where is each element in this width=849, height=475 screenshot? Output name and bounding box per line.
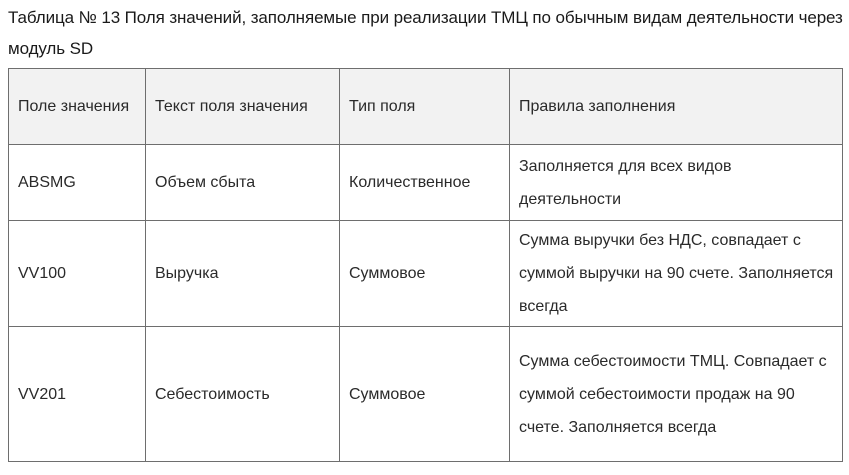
- column-header-field: Поле значения: [9, 69, 146, 145]
- table-header-row: [9, 69, 843, 145]
- cell-type: Суммовое: [340, 327, 510, 462]
- cell-field: VV201: [9, 327, 146, 462]
- cell-rule: Сумма себестоимости ТМЦ. Совпадает с суммой себестоимости продаж на 90 счете. Заполняется всегда: [510, 327, 843, 462]
- cell-text: Объем сбыта: [146, 145, 340, 221]
- table-row: [9, 221, 843, 327]
- value-fields-table: [8, 68, 843, 462]
- column-header-type: Тип поля: [340, 69, 510, 145]
- cell-text: Себестоимость: [146, 327, 340, 462]
- table-row: [9, 327, 843, 462]
- column-header-text: Текст поля значения: [146, 69, 340, 145]
- cell-text: Выручка: [146, 221, 340, 327]
- column-header-rule: Правила заполнения: [510, 69, 843, 145]
- table-caption: Таблица № 13 Поля значений, заполняемые при реализации ТМЦ по обычным видам деятельности через модуль SD: [8, 8, 843, 58]
- cell-type: Количественное: [340, 145, 510, 221]
- cell-rule: Сумма выручки без НДС, совпадает с суммой выручки на 90 счете. Заполняется всегда: [510, 221, 843, 327]
- cell-field: ABSMG: [9, 145, 146, 221]
- cell-type: Суммовое: [340, 221, 510, 327]
- cell-field: VV100: [9, 221, 146, 327]
- table-row: [9, 145, 843, 221]
- cell-rule: Заполняется для всех видов деятельности: [510, 145, 843, 221]
